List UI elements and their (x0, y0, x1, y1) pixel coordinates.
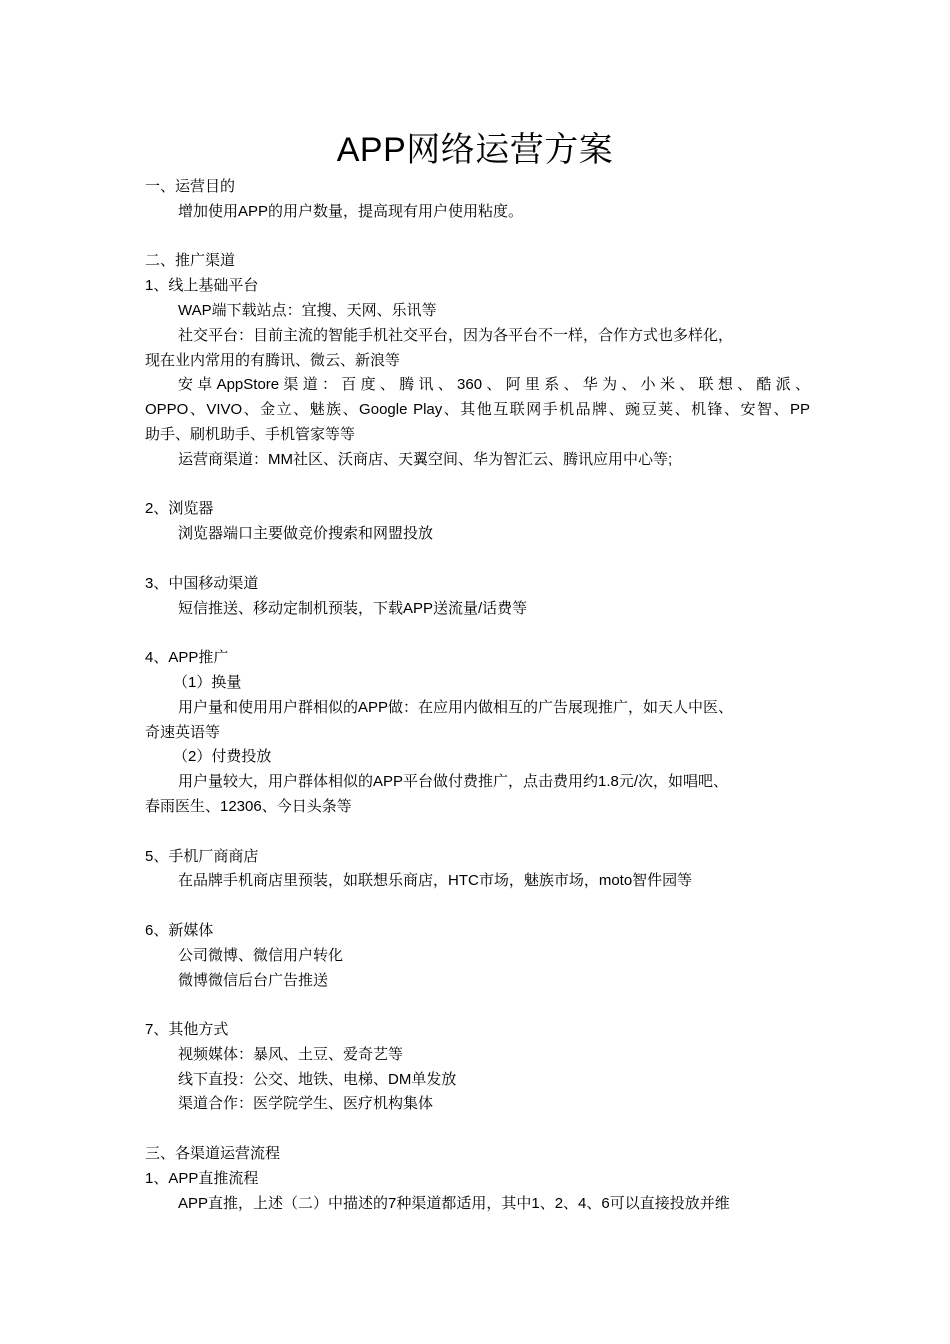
paragraph-line: 渠道合作：医学院学生、医疗机构集体 (178, 1095, 434, 1113)
paragraph-line: 运营商渠道：MM社区、沃商店、天翼空间、华为智汇云、腾讯应用中心等; (178, 450, 673, 468)
paragraph-line: 用户量和使用用户群相似的APP做：在应用内做相互的广告展现推广，如天人中医、 (178, 698, 734, 716)
subsection-heading: 2、浏览器 (145, 500, 214, 518)
document-body (145, 175, 810, 1216)
section-heading: 三、各渠道运营流程 (145, 1145, 281, 1163)
paragraph-line: 现在业内常用的有腾讯、微云、新浪等 (145, 351, 401, 369)
paragraph-line: 奇速英语等 (145, 723, 221, 741)
blank-line (145, 547, 810, 572)
subsection-heading: 5、手机厂商商店 (145, 847, 259, 865)
blank-line (145, 993, 810, 1018)
subsection-heading: 1、线上基础平台 (145, 277, 259, 295)
paragraph-line: 社交平台：目前主流的智能手机社交平台，因为各平台不一样，合作方式也多样化， (178, 326, 734, 344)
blank-line (145, 820, 810, 845)
blank-line (145, 473, 810, 498)
paragraph-line: 在品牌手机商店里预装，如联想乐商店，HTC市场，魅族市场，moto智件园等 (178, 872, 693, 890)
section-heading: 一、运营目的 (145, 178, 236, 195)
paragraph-line: 短信推送、移动定制机预装，下载APP送流量/话费等 (178, 599, 528, 617)
paragraph-line: 用户量较大，用户群体相似的APP平台做付费推广，点击费用约1.8元/次，如唱吧、 (178, 773, 729, 791)
paragraph-line: 公司微博、微信用户转化 (178, 946, 344, 964)
subsection-heading: 7、其他方式 (145, 1021, 229, 1039)
paragraph-line: 助手、刷机助手、手机管家等等 (145, 425, 356, 443)
subsection-heading: 6、新媒体 (145, 921, 214, 939)
section-heading: 二、推广渠道 (145, 252, 236, 270)
item-heading: （2）付费投放 (173, 748, 272, 766)
paragraph-line: 微博微信后台广告推送 (178, 971, 329, 989)
blank-line (145, 1117, 810, 1142)
paragraph-line: 视频媒体：暴风、土豆、爱奇艺等 (178, 1045, 404, 1063)
paragraph-line: 增加使用APP的用户数量，提高现有用户使用粘度。 (178, 202, 524, 220)
subsection-heading: 3、中国移动渠道 (145, 574, 259, 592)
blank-line (145, 894, 810, 919)
paragraph-line: 春雨医生、12306、今日头条等 (145, 797, 352, 815)
item-heading: （1）换量 (173, 673, 242, 691)
subsection-heading: 4、APP推广 (145, 649, 229, 667)
paragraph-line: WAP端下载站点：宜搜、天网、乐讯等 (178, 301, 437, 319)
paragraph-line: 安卓AppStore渠道：百度、腾讯、360、阿里系、华为、小米、联想、酷派、 (178, 376, 810, 394)
blank-line (145, 621, 810, 646)
blank-line (145, 225, 810, 250)
paragraph-line: 线下直投：公交、地铁、电梯、DM单发放 (178, 1070, 457, 1088)
paragraph-line: OPPO、VIVO、金立、魅族、Google Play、其他互联网手机品牌、豌豆荚、机锋、安智、PP (145, 401, 810, 419)
subsection-heading: 1、APP直推流程 (145, 1169, 259, 1187)
paragraph-line: 浏览器端口主要做竞价搜索和网盟投放 (178, 525, 434, 543)
paragraph-line: APP直推，上述（二）中描述的7种渠道都适用，其中1、2、4、6可以直接投放并维 (178, 1194, 730, 1212)
document-title: APP网络运营方案 (336, 131, 614, 169)
